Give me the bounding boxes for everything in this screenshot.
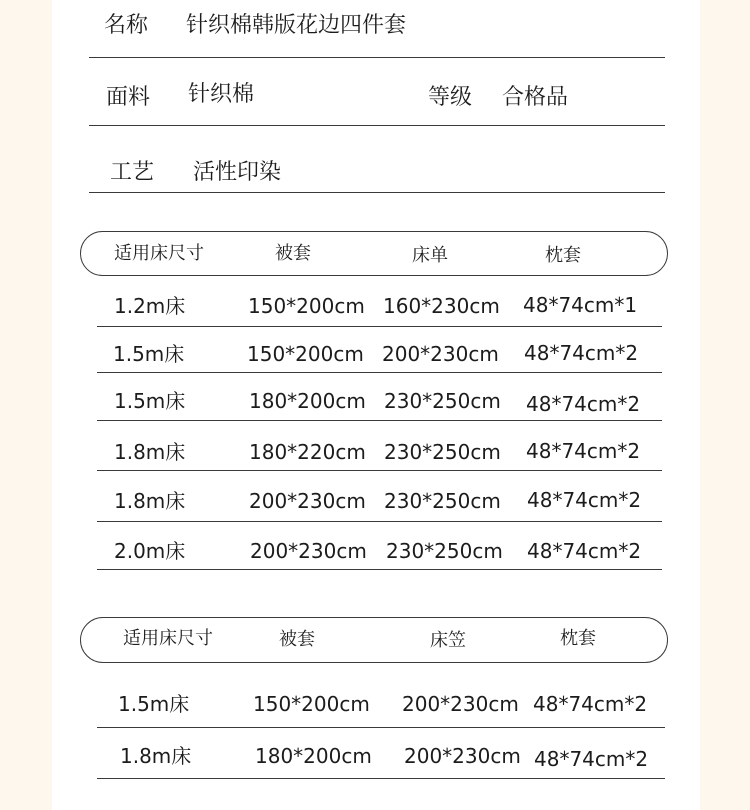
fabric-label: 面料 <box>106 85 151 110</box>
grade-label: 等级 <box>428 85 473 110</box>
divider <box>97 326 662 327</box>
table-cell: 48*74cm*1 <box>523 293 638 317</box>
table-cell: 180*220cm <box>249 440 366 464</box>
header-cell: 枕套 <box>560 628 596 649</box>
table-cell: 200*230cm <box>250 539 367 563</box>
table-cell: 48*74cm*2 <box>526 392 641 416</box>
craft-value: 活性印染 <box>193 160 282 185</box>
header-cell: 适用床尺寸 <box>114 243 204 264</box>
header-cell: 床单 <box>412 245 448 266</box>
table-cell: 48*74cm*2 <box>526 439 641 463</box>
name-value: 针织棉韩版花边四件套 <box>186 13 407 38</box>
table-cell: 1.5m床 <box>118 692 190 716</box>
craft-label: 工艺 <box>110 160 155 185</box>
table-cell: 160*230cm <box>383 294 500 318</box>
fabric-value: 针织棉 <box>188 82 255 107</box>
name-label: 名称 <box>104 13 149 38</box>
table-cell: 1.2m床 <box>114 294 186 318</box>
table-cell: 150*200cm <box>253 692 370 716</box>
divider <box>97 521 662 522</box>
divider <box>97 470 662 471</box>
divider <box>97 569 662 570</box>
table-cell: 1.5m床 <box>113 342 185 366</box>
table-cell: 150*200cm <box>247 342 364 366</box>
table-cell: 150*200cm <box>248 294 365 318</box>
divider <box>97 778 665 779</box>
table-cell: 230*250cm <box>384 489 501 513</box>
divider <box>89 57 665 58</box>
grade-value: 合格品 <box>502 85 569 110</box>
table-cell: 230*250cm <box>384 440 501 464</box>
header-cell: 适用床尺寸 <box>123 628 213 649</box>
divider <box>89 125 665 126</box>
table-cell: 1.8m床 <box>120 744 192 768</box>
table-cell: 48*74cm*2 <box>524 341 639 365</box>
header-cell: 枕套 <box>545 245 581 266</box>
table-cell: 48*74cm*2 <box>534 747 649 771</box>
table-cell: 230*250cm <box>386 539 503 563</box>
table-cell: 48*74cm*2 <box>527 488 642 512</box>
divider <box>97 727 665 728</box>
header-cell: 被套 <box>275 243 311 264</box>
table-cell: 200*230cm <box>249 489 366 513</box>
table-cell: 2.0m床 <box>114 539 186 563</box>
table-cell: 48*74cm*2 <box>527 539 642 563</box>
divider <box>97 372 662 373</box>
table-cell: 200*230cm <box>382 342 499 366</box>
table-cell: 200*230cm <box>404 744 521 768</box>
table-cell: 1.8m床 <box>114 440 186 464</box>
table-cell: 180*200cm <box>255 744 372 768</box>
table-cell: 1.8m床 <box>114 489 186 513</box>
table-cell: 1.5m床 <box>114 389 186 413</box>
table-cell: 230*250cm <box>384 389 501 413</box>
header-cell: 床笠 <box>430 630 466 651</box>
divider <box>89 192 665 193</box>
table-cell: 180*200cm <box>249 389 366 413</box>
table-cell: 48*74cm*2 <box>533 692 648 716</box>
header-cell: 被套 <box>279 629 315 650</box>
divider <box>97 420 662 421</box>
table-cell: 200*230cm <box>402 692 519 716</box>
